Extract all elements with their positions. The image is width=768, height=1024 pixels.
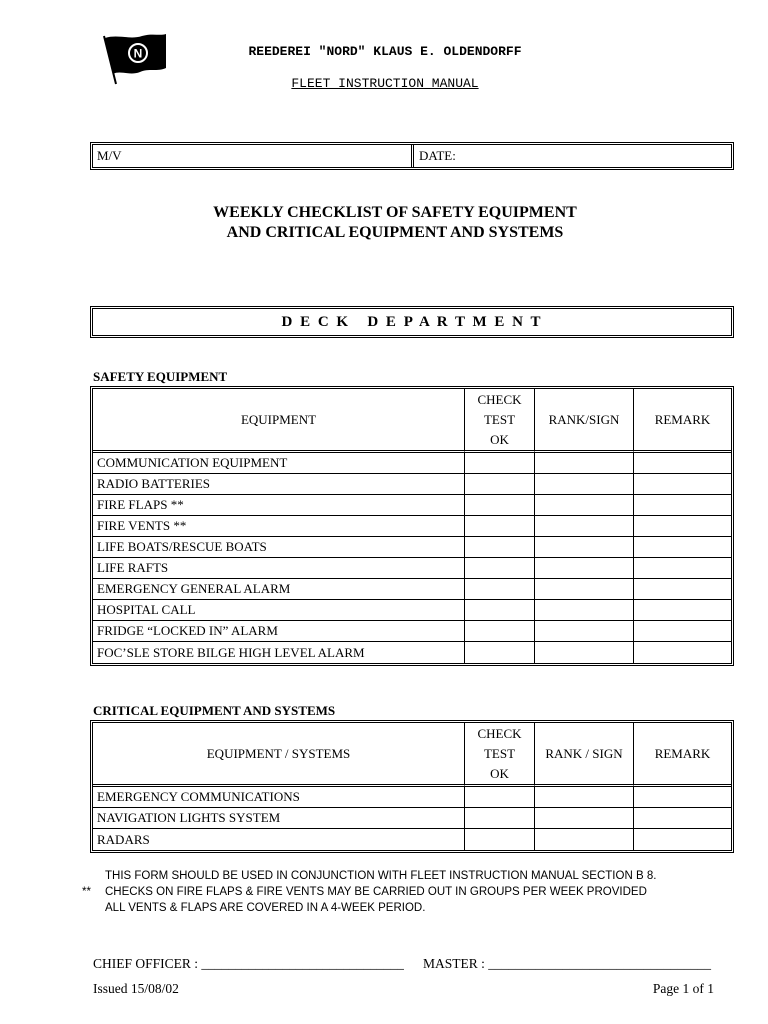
- manual-title: FLEET INSTRUCTION MANUAL: [291, 76, 479, 91]
- remark-cell[interactable]: [634, 829, 731, 850]
- vessel-field[interactable]: [93, 145, 414, 167]
- rank-sign-cell[interactable]: [535, 579, 634, 600]
- note-line2-wrap: [80, 884, 740, 900]
- col-remark: REMARK: [634, 723, 731, 787]
- flag-logo-icon: [100, 32, 170, 86]
- vessel-label: M/V: [97, 148, 122, 163]
- rank-sign-cell[interactable]: [535, 829, 634, 850]
- critical-table: [90, 720, 734, 853]
- table-row: [93, 453, 731, 474]
- col-remark: REMARK: [634, 389, 731, 453]
- table-row: [93, 808, 731, 829]
- col-rank-sign: RANK / SIGN: [535, 723, 634, 787]
- equipment-name: RADIO BATTERIES: [93, 474, 465, 495]
- check-cell[interactable]: [465, 787, 535, 808]
- remark-cell[interactable]: [634, 537, 731, 558]
- check-cell[interactable]: [465, 829, 535, 850]
- company-name: REEDEREI "NORD" KLAUS E. OLDENDORFF: [248, 44, 522, 59]
- check-cell[interactable]: [465, 495, 535, 516]
- remark-cell[interactable]: [634, 642, 731, 663]
- rank-sign-cell[interactable]: [535, 600, 634, 621]
- table-row: [93, 516, 731, 537]
- department-title: D E C K D E P A R T M E N T: [281, 314, 543, 330]
- table-row: [93, 537, 731, 558]
- col-check-line1: CHECK: [477, 391, 522, 407]
- equipment-name: EMERGENCY COMMUNICATIONS: [93, 787, 465, 808]
- col-check-line3: OK: [490, 765, 509, 781]
- equipment-name: COMMUNICATION EQUIPMENT: [93, 453, 465, 474]
- col-check-line2: TEST: [483, 745, 516, 761]
- check-cell[interactable]: [465, 453, 535, 474]
- equipment-name: FIRE FLAPS **: [93, 495, 465, 516]
- check-cell[interactable]: [465, 579, 535, 600]
- notes: [80, 868, 740, 916]
- page-number: Page 1 of 1: [652, 981, 714, 996]
- note-line3: ALL VENTS & FLAPS ARE COVERED IN A 4-WEEK PERIOD.: [105, 902, 426, 914]
- table-row: [93, 621, 731, 642]
- equipment-name: NAVIGATION LIGHTS SYSTEM: [93, 808, 465, 829]
- table-row: [93, 829, 731, 850]
- equipment-name: FRIDGE “LOCKED IN” ALARM: [93, 621, 465, 642]
- vessel-date-box: [90, 142, 734, 170]
- col-equipment: EQUIPMENT: [93, 389, 465, 453]
- note-line1: THIS FORM SHOULD BE USED IN CONJUNCTION WITH FLEET INSTRUCTION MANUAL SECTION B 8.: [105, 870, 657, 882]
- issued-date: Issued 15/08/02: [93, 981, 179, 996]
- date-label: DATE:: [419, 148, 456, 163]
- company-logo: [100, 32, 170, 86]
- table-row: [93, 495, 731, 516]
- remark-cell[interactable]: [634, 495, 731, 516]
- table-row: [93, 642, 731, 663]
- note-marker: **: [82, 886, 91, 898]
- rank-sign-cell[interactable]: [535, 474, 634, 495]
- remark-cell[interactable]: [634, 516, 731, 537]
- equipment-name: FIRE VENTS **: [93, 516, 465, 537]
- rank-sign-cell[interactable]: [535, 808, 634, 829]
- col-check-line1: CHECK: [477, 725, 522, 741]
- col-check-test-ok: [465, 389, 535, 453]
- note-line2: CHECKS ON FIRE FLAPS & FIRE VENTS MAY BE CARRIED OUT IN GROUPS PER WEEK PROVIDED: [105, 886, 647, 898]
- col-equipment-systems: EQUIPMENT / SYSTEMS: [93, 723, 465, 787]
- remark-cell[interactable]: [634, 474, 731, 495]
- col-rank-sign: RANK/SIGN: [535, 389, 634, 453]
- equipment-name: LIFE BOATS/RESCUE BOATS: [93, 537, 465, 558]
- check-cell[interactable]: [465, 621, 535, 642]
- equipment-name: LIFE RAFTS: [93, 558, 465, 579]
- date-field[interactable]: [415, 145, 731, 167]
- safety-heading: SAFETY EQUIPMENT: [93, 369, 228, 384]
- svg-text:N: N: [133, 46, 143, 61]
- table-row: [93, 474, 731, 495]
- check-cell[interactable]: [465, 474, 535, 495]
- remark-cell[interactable]: [634, 579, 731, 600]
- remark-cell[interactable]: [634, 558, 731, 579]
- col-check-line2: TEST: [483, 411, 516, 427]
- table-row: [93, 579, 731, 600]
- check-cell[interactable]: [465, 808, 535, 829]
- rank-sign-cell[interactable]: [535, 558, 634, 579]
- remark-cell[interactable]: [634, 453, 731, 474]
- check-cell[interactable]: [465, 600, 535, 621]
- check-cell[interactable]: [465, 516, 535, 537]
- col-check-line3: OK: [490, 431, 509, 447]
- remark-cell[interactable]: [634, 808, 731, 829]
- equipment-name: EMERGENCY GENERAL ALARM: [93, 579, 465, 600]
- check-cell[interactable]: [465, 537, 535, 558]
- rank-sign-cell[interactable]: [535, 453, 634, 474]
- safety-table: [90, 386, 734, 666]
- equipment-name: FOC’SLE STORE BILGE HIGH LEVEL ALARM: [93, 642, 465, 663]
- equipment-name: RADARS: [93, 829, 465, 850]
- form-title-line2: AND CRITICAL EQUIPMENT AND SYSTEMS: [226, 224, 564, 241]
- safety-header-row: [93, 389, 731, 453]
- rank-sign-cell[interactable]: [535, 537, 634, 558]
- rank-sign-cell[interactable]: [535, 495, 634, 516]
- rank-sign-cell[interactable]: [535, 621, 634, 642]
- col-check-test-ok: [465, 723, 535, 787]
- remark-cell[interactable]: [634, 787, 731, 808]
- master-signature[interactable]: MASTER : _________________________________: [423, 956, 712, 971]
- chief-officer-signature[interactable]: CHIEF OFFICER : ______________________________: [93, 956, 404, 971]
- rank-sign-cell[interactable]: [535, 787, 634, 808]
- table-row: [93, 600, 731, 621]
- rank-sign-cell[interactable]: [535, 516, 634, 537]
- critical-heading: CRITICAL EQUIPMENT AND SYSTEMS: [93, 703, 336, 718]
- rank-sign-cell[interactable]: [535, 642, 634, 663]
- table-row: [93, 787, 731, 808]
- check-cell[interactable]: [465, 642, 535, 663]
- table-row: [93, 558, 731, 579]
- check-cell[interactable]: [465, 558, 535, 579]
- equipment-name: HOSPITAL CALL: [93, 600, 465, 621]
- form-title-line1: WEEKLY CHECKLIST OF SAFETY EQUIPMENT: [213, 204, 577, 221]
- form-title: [90, 203, 700, 243]
- remark-cell[interactable]: [634, 600, 731, 621]
- remark-cell[interactable]: [634, 621, 731, 642]
- department-box: [90, 306, 734, 338]
- critical-header-row: [93, 723, 731, 787]
